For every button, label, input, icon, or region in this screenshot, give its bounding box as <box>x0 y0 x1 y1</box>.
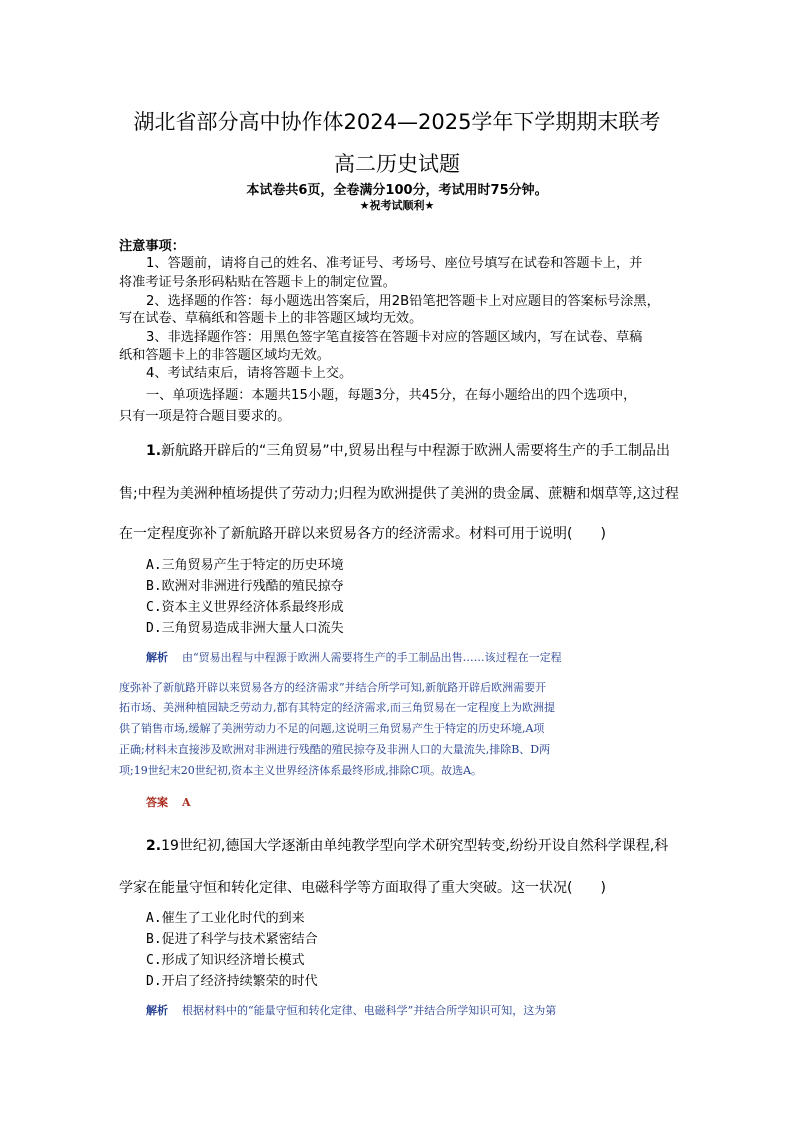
analysis-text: 项;19世纪末20世纪初,资本主义世界经济体系最终形成,排除C项。故选A。 <box>119 764 483 777</box>
question-1-text: 在一定程度弥补了新航路开辟以来贸易各方的经济需求。材料可用于说明( ) <box>119 526 606 542</box>
section-instruction: 只有一项是符合题目要求的。 <box>119 409 291 424</box>
exam-info: 本试卷共6页，全卷满分100分，考试用时75分钟。 <box>246 183 548 198</box>
option-a: A.三角贸易产生于特定的历史环境 <box>146 558 344 573</box>
exam-title: 湖北省部分高中协作体2024—2025学年下学期期末联考 <box>133 110 661 134</box>
option-b: B.促进了科学与技术紧密结合 <box>146 932 318 947</box>
note-line: 纸和答题卡上的非答题区域均无效。 <box>119 348 330 363</box>
question-1-number: 1. <box>146 443 162 459</box>
question-1-line <box>146 440 670 460</box>
analysis-line <box>146 1002 556 1018</box>
subject-title: 高二历史试题 <box>334 152 460 176</box>
note-line: 将准考证号条形码粘贴在答题卡上的制定位置。 <box>119 275 396 290</box>
note-line: 4、考试结束后，请将答题卡上交。 <box>146 366 353 381</box>
note-line: 1、答题前，请将自己的姓名、准考证号、考场号、座位号填写在试卷和答题卡上，并 <box>146 256 643 271</box>
question-2-text: 19世纪初,德国大学逐渐由单纯教学型向学术研究型转变,纷纷开设自然科学课程,科 <box>161 838 669 854</box>
option-c: C.资本主义世界经济体系最终形成 <box>146 600 344 615</box>
analysis-label: 解析 <box>146 651 168 664</box>
note-line: 3、非选择题作答：用黑色签字笔直接答在答题卡对应的答题区域内，写在试卷、草稿 <box>146 330 643 345</box>
answer-value: A <box>182 796 191 809</box>
answer-label: 答案 <box>146 796 168 809</box>
analysis-label: 解析 <box>146 1004 168 1017</box>
question-1-text: 售;中程为美洲种植场提供了劳动力;归程为欧洲提供了美洲的贵金属、蔗糖和烟草等,这过程 <box>119 486 679 502</box>
analysis-text: 拓市场、美洲种植园缺乏劳动力,都有其特定的经济需求,而三角贸易在一定程度上为欧洲提 <box>119 701 555 714</box>
question-1-text: 新航路开辟后的“三角贸易”中,贸易出程与中程源于欧洲人需要将生产的手工制品出 <box>161 443 671 459</box>
analysis-text: 由“贸易出程与中程源于欧洲人需要将生产的手工制品出售……该过程在一定程 <box>182 651 562 664</box>
option-c: C.形成了知识经济增长模式 <box>146 953 305 968</box>
question-2-text: 学家在能量守恒和转化定律、电磁科学等方面取得了重大突破。这一状况( ) <box>119 880 606 896</box>
question-2-line <box>146 835 668 855</box>
note-line: 2、选择题的作答：每小题选出答案后，用2B铅笔把答题卡上对应题目的答案标号涂黑， <box>146 294 660 309</box>
section-instruction: 一、单项选择题：本题共15小题，每题3分，共45分，在每小题给出的四个选项中， <box>146 388 637 403</box>
question-2-number: 2. <box>146 838 162 854</box>
good-luck: ★祝考试顺利★ <box>359 199 435 212</box>
analysis-text: 供了销售市场,缓解了美洲劳动力不足的问题,这说明三角贸易产生于特定的历史环境,A项 <box>119 722 545 735</box>
answer-line <box>146 794 191 810</box>
option-d: D.三角贸易造成非洲大量人口流失 <box>146 621 344 636</box>
option-a: A.催生了工业化时代的到来 <box>146 911 305 926</box>
notes-heading: 注意事项： <box>119 239 185 254</box>
analysis-text: 度弥补了新航路开辟以来贸易各方的经济需求”并结合所学可知,新航路开辟后欧洲需要开 <box>119 681 547 694</box>
analysis-text: 根据材料中的“能量守恒和转化定律、电磁科学”并结合所学知识可知，这为第 <box>182 1004 557 1017</box>
note-line: 写在试卷、草稿纸和答题卡上的非答题区域均无效。 <box>119 311 423 326</box>
analysis-text: 正确;材料未直接涉及欧洲对非洲进行残酷的殖民掠夺及非洲人口的大量流失,排除B、D两 <box>119 743 551 756</box>
analysis-line <box>146 649 562 665</box>
option-d: D.开启了经济持续繁荣的时代 <box>146 974 318 989</box>
option-b: B.欧洲对非洲进行残酷的殖民掠夺 <box>146 579 344 594</box>
